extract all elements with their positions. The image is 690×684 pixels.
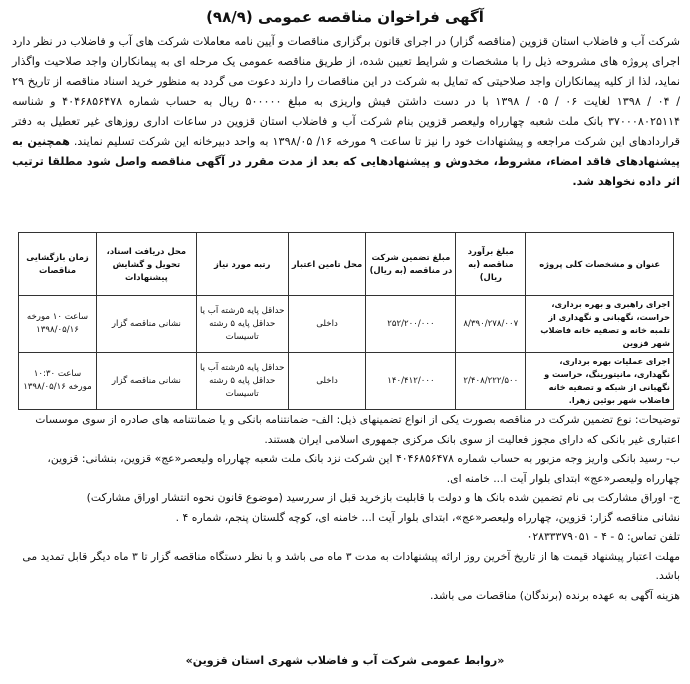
note-address: نشانی مناقصه گزار: قزوین، چهارراه ولیعصر«عج»، ابتدای بلوار آیت ا... خامنه ای، کوچه گلستان پنجم، شماره ۴ . <box>175 510 680 524</box>
header-rank: رتبه مورد نیاز <box>196 233 288 296</box>
header-place: محل دریافت اسناد، تحویل و گشایش پیشنهادات <box>96 233 196 296</box>
project-title: اجرای راهبری و بهره برداری، حراست، نگهبانی و نگهداری از تلمبه خانه و تصفیه خانه فاضلاب شهر قزوین <box>526 296 674 353</box>
project-rank: حداقل پایه ۵رشته آب یا حداقل پایه ۵ رشته تاسیسات <box>196 353 288 410</box>
header-opening: زمان بازگشایی مناقصات <box>19 233 97 296</box>
intro-text: شرکت آب و فاضلاب استان قزوین (مناقصه گزار) در اجرای قانون برگزاری مناقصات و آیین نامه معاملات شرکت های آب و فاضلاب در نظر دارد اجرای پروژه های مشروحه ذیل را با مشخصات و شرایط تعیین شده، از طریق مناقصه عمومی یک مرحله ای به پیمانکاران واجد صلاحیت واگذار نماید، لذا از کلیه پیمانکاران واجد صلاحیتی که تمایل به شرکت در این مناقصات را دارند دعوت می گردد به منظور خرید اسناد مناقصه از تاریخ ۲۹ / ۰۴ / ۱۳۹۸ لغایت ۰۶ / ۰۵ / ۱۳۹۸ با در دست داشتن فیش واریزی به مبلغ ۵۰۰۰۰۰ ریال به حساب شماره ۴۰۴۶۸۵۶۴۷۸ و شناسه ۳۷۰۰۰۸۰۲۵۱۱۴ بانک ملت شعبه چهارراه ولیعصر قزوین بنام شرکت آب و فاضلاب استان قزوین در ساعات اداری روزهای غیر تعطیل به دفتر قراردادهای این شرکت مراجعه و پیشنهادات خود را نیز تا ساعت ۹ مورخه ۱۶/ ۱۳۹۸/۰۵ به واحد دبیرخانه این شرکت تسلیم نمایند. <box>12 35 681 148</box>
public-relations-signature: «روابط عمومی شرکت آب و فاضلاب شهری استان قزوین» <box>185 654 505 667</box>
tender-table <box>18 232 674 410</box>
table-row <box>19 296 674 353</box>
table-row <box>19 353 674 410</box>
intro-warning: همچنین به پیشنهادهای فاقد امضاء، مشروط، مخدوش و پیشنهادهایی که بعد از مدت مقرر در آگهی مناقصه واصل شود مطلقا ترتیب اثر داده نخواهد شد. <box>12 135 680 188</box>
notes-section <box>12 410 680 605</box>
project-estimate: ۸/۳۹۰/۲۷۸/۰۰۷ <box>456 296 526 353</box>
project-place: نشانی مناقصه گزار <box>96 296 196 353</box>
header-estimate: مبلغ برآورد مناقصه (به ریال) <box>456 233 526 296</box>
note-ad-cost: هزینه آگهی به عهده برنده (برندگان) مناقصات می باشد. <box>429 588 680 602</box>
project-funding: داخلی <box>288 296 366 353</box>
note-bonds: ج- اوراق مشارکت بی نام تضمین شده بانک ها و دولت با قابلیت بازخرید قبل از سررسید (موضوع قانون نحوه انتشار اوراق مشارکت) <box>86 491 680 504</box>
note-guarantee-types: توضیحات: نوع تضمین شرکت در مناقصه بصورت یکی از انواع تضمینهای ذیل: الف- ضمانتنامه بانکی و یا ضمانتنامه های صادره از سوی موسسات اعتباری غیر بانکی که دارای مجوز فعالیت از سوی بانک مرکزی جمهوری اسلامی ایران هستند. <box>35 413 680 446</box>
project-rank: حداقل پایه ۵رشته آب یا حداقل پایه ۵ رشته تاسیسات <box>196 296 288 353</box>
project-funding: داخلی <box>288 353 366 410</box>
project-opening: ساعت ۱۰ مورخه ۱۳۹۸/۰۵/۱۶ <box>19 296 97 353</box>
project-estimate: ۲/۴۰۸/۲۲۲/۵۰۰ <box>456 353 526 410</box>
table-header-row <box>19 233 674 296</box>
note-phone: تلفن تماس: ۵ - ۴ - ۰۲۸۳۳۳۷۹۰۵۱ <box>526 530 680 543</box>
notice-title: آگهی فراخوان مناقصه عمومی (۹۸/۹) <box>206 8 484 26</box>
project-guarantee: ۲۵۲/۲۰۰/۰۰۰ <box>366 296 456 353</box>
note-bank-receipt: ب- رسید بانکی واریز وجه مزبور به حساب شماره ۴۰۴۶۸۵۶۴۷۸ این شرکت نزد بانک ملت شعبه چهارراه ولیعصر«عج» قزوین، بنشانی: قزوین، چهارراه ولیعصر«عج» ابتدای بلوار آیت ا... خامنه ای. <box>47 452 680 485</box>
header-guarantee: مبلغ تضمین شرکت در مناقصه (به ریال) <box>366 233 456 296</box>
project-title: اجرای عملیات بهره برداری، نگهداری، مانیتورینگ، حراست و نگهبانی از شبکه و تصفیه خانه فاضلاب شهر بوئین زهرا. <box>526 353 674 410</box>
project-guarantee: ۱۴۰/۴۱۲/۰۰۰ <box>366 353 456 410</box>
project-place: نشانی مناقصه گزار <box>96 353 196 410</box>
note-validity: مهلت اعتبار پیشنهاد قیمت ها از تاریخ آخرین روز ارائه پیشنهادات به مدت ۳ ماه می باشد و با نظر دستگاه مناقصه گزار تا ۳ ماه دیگر قابل تمدید می باشد. <box>22 549 680 582</box>
header-funding: محل تامین اعتبار <box>288 233 366 296</box>
header-project: عنوان و مشخصات کلی پروژه <box>526 233 674 296</box>
project-opening: ساعت ۱۰:۳۰ مورخه ۱۳۹۸/۰۵/۱۶ <box>19 353 97 410</box>
intro-paragraph <box>12 32 680 192</box>
